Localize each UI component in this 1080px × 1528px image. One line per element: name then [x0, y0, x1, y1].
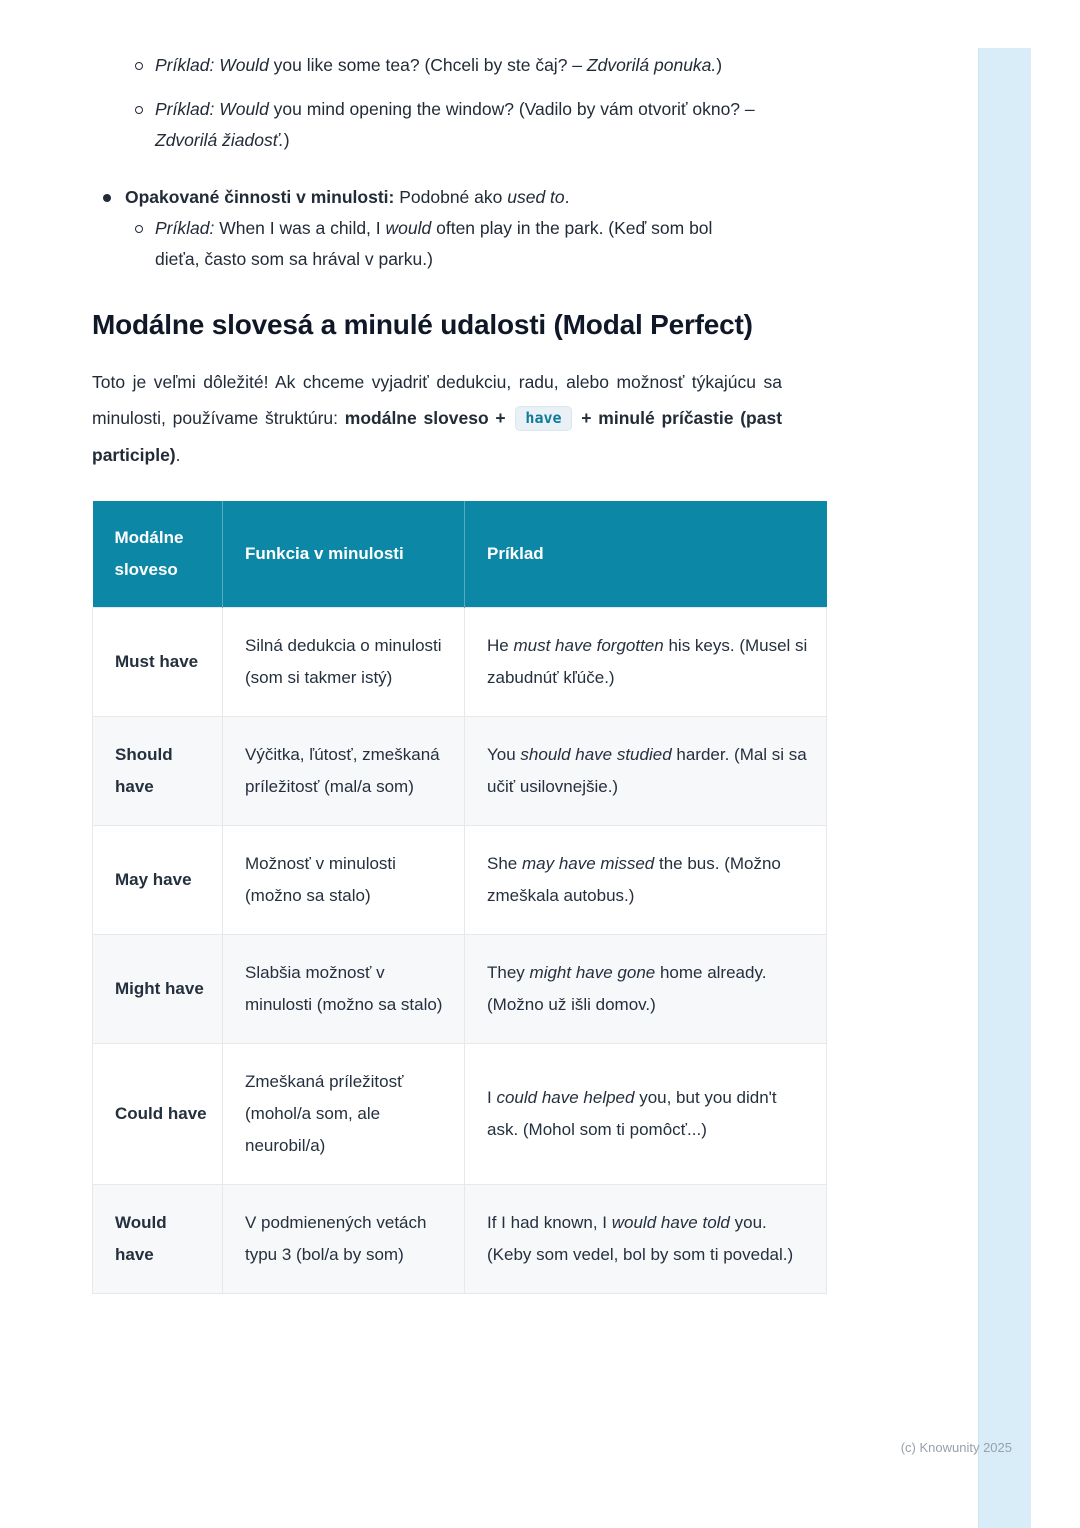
text-segment: could have helped	[496, 1088, 635, 1107]
table-row	[93, 826, 827, 935]
page-margin-stripe	[978, 48, 1031, 1528]
modal-verb-cell: Might have	[93, 935, 223, 1044]
modal-table-body	[93, 608, 827, 1294]
list-item	[92, 50, 826, 81]
text-segment: you like some tea? (Chceli by ste čaj? –	[268, 55, 587, 75]
table-row	[93, 935, 827, 1044]
text-segment: you mind opening the window? (Vadilo by vám otvoriť okno? –	[268, 99, 755, 119]
text-segment: may have missed	[521, 854, 655, 873]
column-header-function: Funkcia v minulosti	[223, 501, 465, 608]
column-header-modal: Modálne sloveso	[93, 501, 223, 608]
modal-verb-cell: Would have	[93, 1185, 223, 1294]
example-cell	[465, 935, 827, 1044]
text-segment: his keys. (Musel si zabudnúť kľúče.)	[487, 636, 808, 687]
table-row	[93, 717, 827, 826]
column-header-example: Príklad	[465, 501, 827, 608]
bullet-circle-icon	[135, 225, 143, 233]
example-cell	[465, 608, 827, 717]
text-segment: They	[487, 963, 530, 982]
function-cell: V podmienených vetách typu 3 (bol/a by som)	[223, 1185, 465, 1294]
text-segment: modálne sloveso +	[344, 408, 513, 428]
bullet-circle-icon	[135, 62, 143, 70]
text-segment: Príklad:	[155, 218, 215, 238]
list-item	[92, 182, 826, 213]
example-cell	[465, 1044, 827, 1185]
text-segment: used to	[507, 187, 565, 207]
text-segment: would	[385, 218, 432, 238]
document-content	[92, 50, 826, 1294]
text-segment: I	[487, 1088, 497, 1107]
code-badge: have	[515, 406, 571, 431]
text-segment: you, but you didn't ask. (Mohol som ti pomôcť...)	[487, 1088, 777, 1139]
text-segment: should have studied	[520, 745, 672, 764]
bullet-circle-icon	[135, 106, 143, 114]
example-cell	[465, 717, 827, 826]
modal-verb-cell: Must have	[93, 608, 223, 717]
text-segment: If I had known, I	[487, 1213, 612, 1232]
table-row	[93, 1185, 827, 1294]
table-header-row	[93, 501, 827, 608]
text-segment: the bus. (Možno zmeškala autobus.)	[487, 854, 781, 905]
function-cell: Zmeškaná príležitosť (mohol/a som, ale neurobil/a)	[223, 1044, 465, 1185]
table-row	[93, 1044, 827, 1185]
text-segment: )	[283, 130, 290, 150]
text-segment: Podobné ako	[394, 187, 508, 207]
list-item-text	[125, 182, 570, 213]
modal-perfect-table	[92, 501, 827, 1294]
text-segment: Would	[219, 55, 269, 75]
text-segment: She	[487, 854, 522, 873]
repeated-actions-list	[92, 182, 826, 275]
text-segment: Opakované činnosti v minulosti:	[125, 187, 395, 207]
text-segment: home already. (Možno už išli domov.)	[487, 963, 767, 1014]
list-item	[92, 213, 826, 275]
text-segment: often play in the park. (Keď som bol dieťa, často som sa hrával v parku.)	[155, 218, 713, 269]
text-segment: Would	[219, 99, 269, 119]
bullet-disc-icon	[103, 194, 111, 202]
text-segment: .	[175, 445, 181, 465]
text-segment: would have told	[611, 1213, 730, 1232]
text-segment: Toto je veľmi dôležité! Ak chceme vyjadriť dedukciu, radu, alebo možnosť týkajúcu sa minulosti, používame štruktúru:	[92, 372, 782, 428]
list-item-text	[155, 94, 755, 156]
modal-verb-cell: Could have	[93, 1044, 223, 1185]
polite-examples-list	[92, 50, 826, 156]
text-segment: Zdvorilá žiadosť.	[155, 130, 284, 150]
section-heading: Modálne slovesá a minulé udalosti (Modal Perfect)	[92, 309, 753, 340]
modal-verb-cell: May have	[93, 826, 223, 935]
list-item-text	[155, 50, 722, 81]
table-row	[93, 608, 827, 717]
text-segment: you. (Keby som vedel, bol by som ti povedal.)	[487, 1213, 794, 1264]
list-item	[92, 94, 826, 156]
text-segment: might have gone	[529, 963, 656, 982]
text-segment: )	[716, 55, 723, 75]
text-segment: He	[487, 636, 514, 655]
text-segment: harder. (Mal si sa učiť usilovnejšie.)	[487, 745, 807, 796]
function-cell: Silná dedukcia o minulosti (som si takmer istý)	[223, 608, 465, 717]
example-cell	[465, 826, 827, 935]
text-segment: .	[564, 187, 570, 207]
section-intro-paragraph	[92, 364, 782, 473]
text-segment: Zdvorilá ponuka.	[586, 55, 717, 75]
example-cell	[465, 1185, 827, 1294]
text-segment: When I was a child, I	[214, 218, 386, 238]
text-segment: Príklad:	[155, 99, 215, 119]
text-segment: must have forgotten	[513, 636, 664, 655]
modal-verb-cell: Should have	[93, 717, 223, 826]
text-segment: + minulé príčastie (past participle)	[92, 408, 783, 465]
text-segment: Príklad:	[155, 55, 215, 75]
list-item-text	[155, 213, 755, 275]
function-cell: Slabšia možnosť v minulosti (možno sa stalo)	[223, 935, 465, 1044]
copyright-note: (c) Knowunity 2025	[900, 1440, 1012, 1455]
function-cell: Možnosť v minulosti (možno sa stalo)	[223, 826, 465, 935]
function-cell: Výčitka, ľútosť, zmeškaná príležitosť (mal/a som)	[223, 717, 465, 826]
text-segment: You	[487, 745, 521, 764]
